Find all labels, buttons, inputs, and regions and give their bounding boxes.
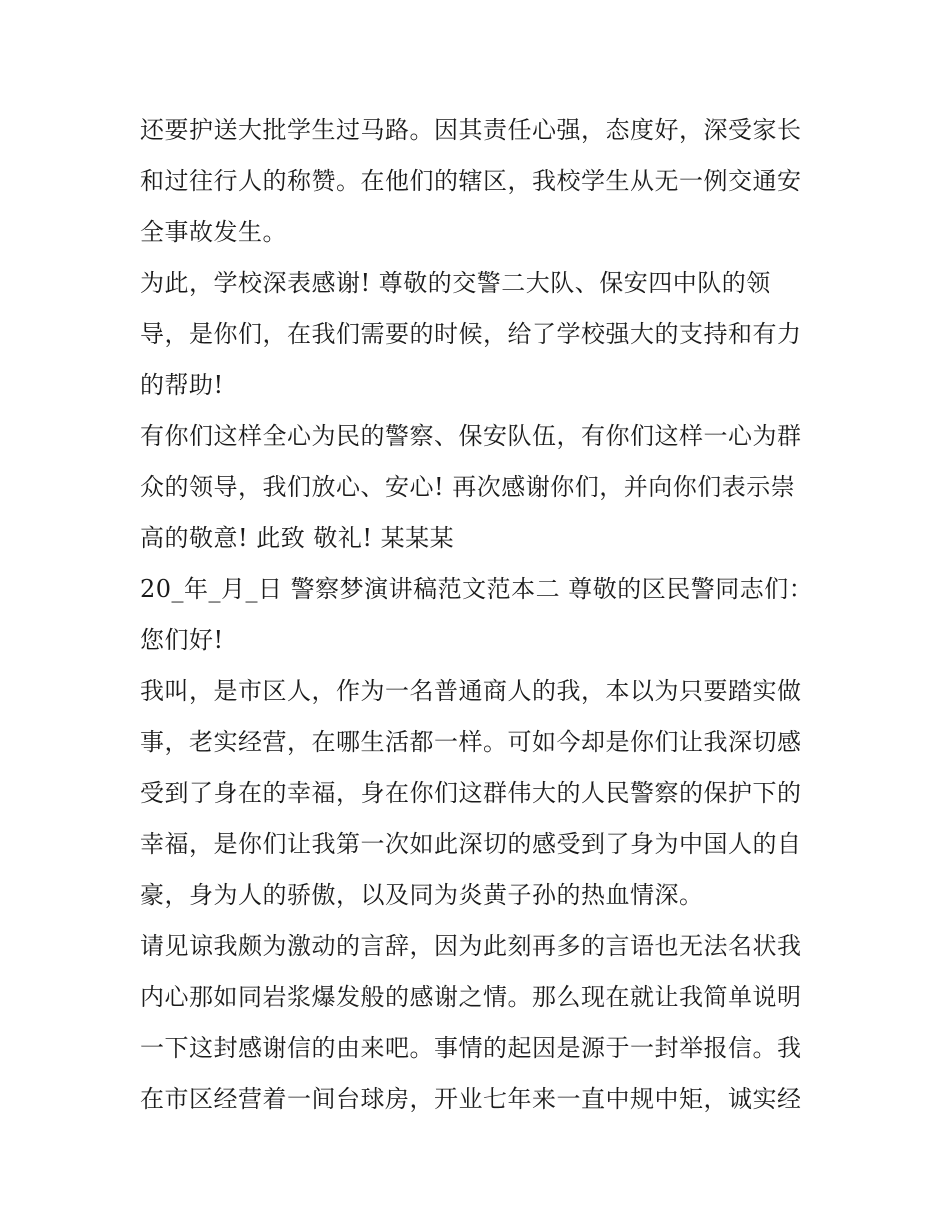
text-line: 受到了身在的幸福，身在你们这群伟大的人民警察的保护下的 [140, 779, 802, 807]
text-line: 有你们这样全心为民的警察、保安队伍，有你们这样一心为群 [140, 422, 802, 450]
text-line: 幸福，是你们让我第一次如此深切的感受到了身为中国人的自 [140, 830, 802, 858]
text-line: 内心那如同岩浆爆发般的感谢之情。那么现在就让我简单说明 [140, 983, 802, 1011]
text-line: 20_年_月_日 警察梦演讲稿范文范本二 尊敬的区民警同志们： [140, 575, 814, 603]
text-line: 的帮助! [140, 371, 224, 399]
text-line: 众的领导，我们放心、安心! 再次感谢你们，并向你们表示崇 [140, 473, 796, 501]
text-line: 事，老实经营，在哪生活都一样。可如今却是你们让我深切感 [140, 728, 802, 756]
text-line: 和过往行人的称赞。在他们的辖区，我校学生从无一例交通安 [140, 167, 802, 195]
text-line: 在市区经营着一间台球房，开业七年来一直中规中矩，诚实经 [140, 1085, 802, 1113]
text-line: 还要护送大批学生过马路。因其责任心强，态度好，深受家长 [140, 116, 802, 144]
text-line: 全事故发生。 [140, 218, 287, 246]
text-line: 请见谅我颇为激动的言辞，因为此刻再多的言语也无法名状我 [140, 932, 802, 960]
text-line: 一下这封感谢信的由来吧。事情的起因是源于一封举报信。我 [140, 1034, 802, 1062]
text-line: 我叫，是市区人，作为一名普通商人的我，本以为只要踏实做 [140, 677, 802, 705]
text-line: 豪，身为人的骄傲，以及同为炎黄子孙的热血情深。 [140, 881, 704, 909]
text-line: 高的敬意! 此致 敬礼! 某某某 [140, 524, 455, 552]
text-line: 为此，学校深表感谢! 尊敬的交警二大队、保安四中队的领 [140, 269, 771, 297]
text-line: 您们好! [140, 626, 224, 654]
text-line: 导，是你们，在我们需要的时候，给了学校强大的支持和有力 [140, 320, 802, 348]
document-body [140, 105, 820, 1125]
